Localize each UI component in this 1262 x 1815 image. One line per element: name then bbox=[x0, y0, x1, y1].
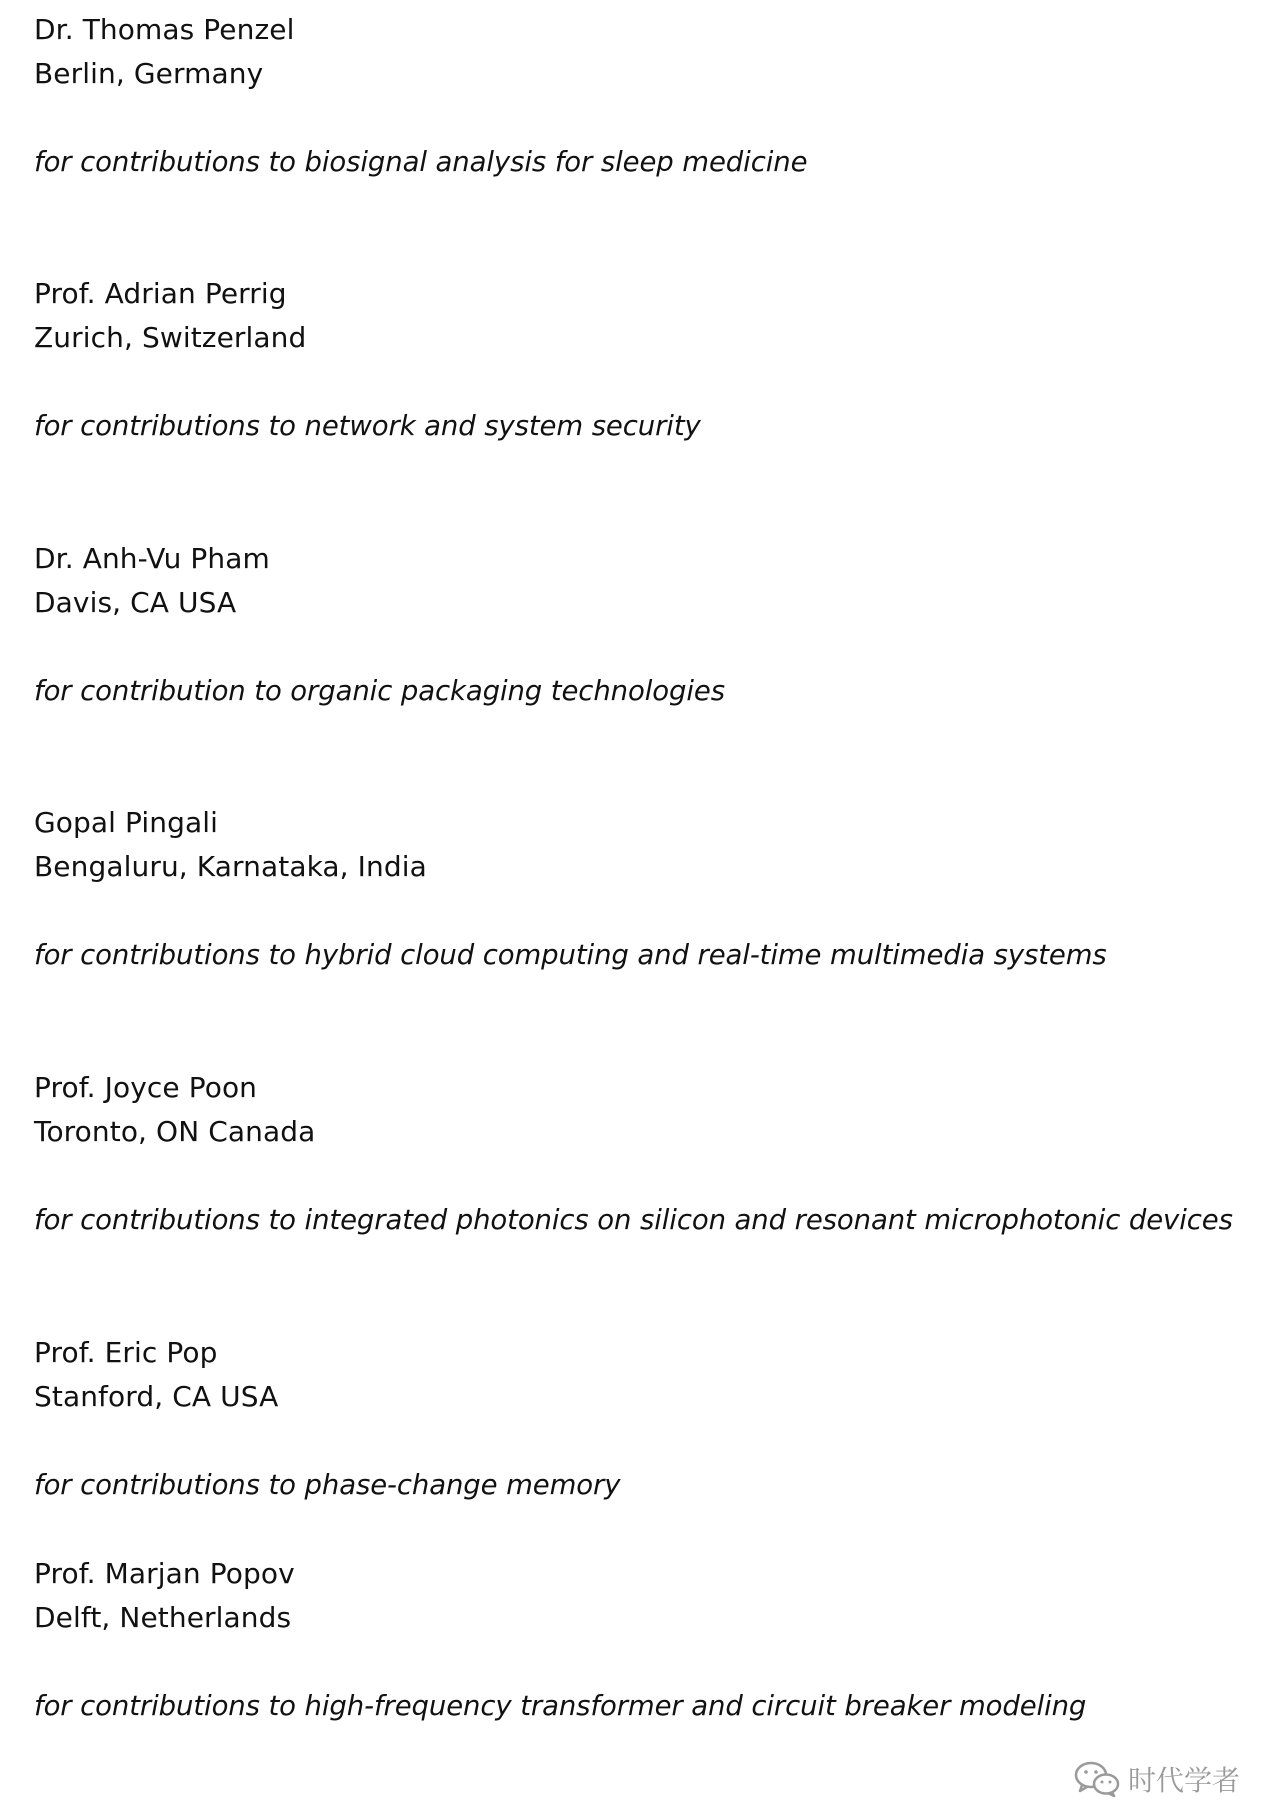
fellow-location: Davis, CA USA bbox=[34, 586, 237, 619]
fellow-name: Prof. Eric Pop bbox=[34, 1336, 218, 1369]
watermark-text: 时代学者 bbox=[1127, 1764, 1240, 1797]
fellow-entry bbox=[34, 1552, 1244, 1728]
fellow-location: Delft, Netherlands bbox=[34, 1601, 292, 1634]
fellow-citation: for contribution to organic packaging technologies bbox=[34, 675, 725, 707]
fellow-citation: for contributions to phase-change memory bbox=[34, 1469, 621, 1501]
fellow-citation: for contributions to network and system security bbox=[34, 410, 701, 442]
fellow-location: Stanford, CA USA bbox=[34, 1380, 279, 1413]
fellow-entry bbox=[34, 272, 1244, 448]
fellow-entry bbox=[34, 801, 1244, 977]
fellow-citation: for contributions to hybrid cloud computing and real-time multimedia systems bbox=[34, 939, 1107, 971]
watermark bbox=[1074, 1759, 1240, 1799]
fellow-location: Toronto, ON Canada bbox=[34, 1115, 316, 1148]
fellow-entry bbox=[34, 537, 1244, 713]
fellow-name: Prof. Adrian Perrig bbox=[34, 277, 287, 310]
fellow-location: Zurich, Switzerland bbox=[34, 321, 307, 354]
fellow-location: Berlin, Germany bbox=[34, 57, 264, 90]
fellow-name: Gopal Pingali bbox=[34, 806, 219, 839]
fellow-name: Dr. Anh-Vu Pham bbox=[34, 542, 270, 575]
fellow-entry bbox=[34, 1066, 1244, 1242]
fellow-name: Dr. Thomas Penzel bbox=[34, 13, 295, 46]
fellow-entry bbox=[34, 8, 1244, 184]
fellow-name: Prof. Marjan Popov bbox=[34, 1557, 295, 1590]
fellow-citation: for contributions to biosignal analysis for sleep medicine bbox=[34, 146, 808, 178]
wechat-icon bbox=[1074, 1760, 1120, 1798]
fellow-location: Bengaluru, Karnataka, India bbox=[34, 850, 427, 883]
fellow-name: Prof. Joyce Poon bbox=[34, 1071, 258, 1104]
fellow-entry bbox=[34, 1331, 1244, 1507]
fellow-citation: for contributions to integrated photonics on silicon and resonant microphotonic devices bbox=[34, 1204, 1233, 1236]
fellow-citation: for contributions to high-frequency transformer and circuit breaker modeling bbox=[34, 1690, 1087, 1722]
